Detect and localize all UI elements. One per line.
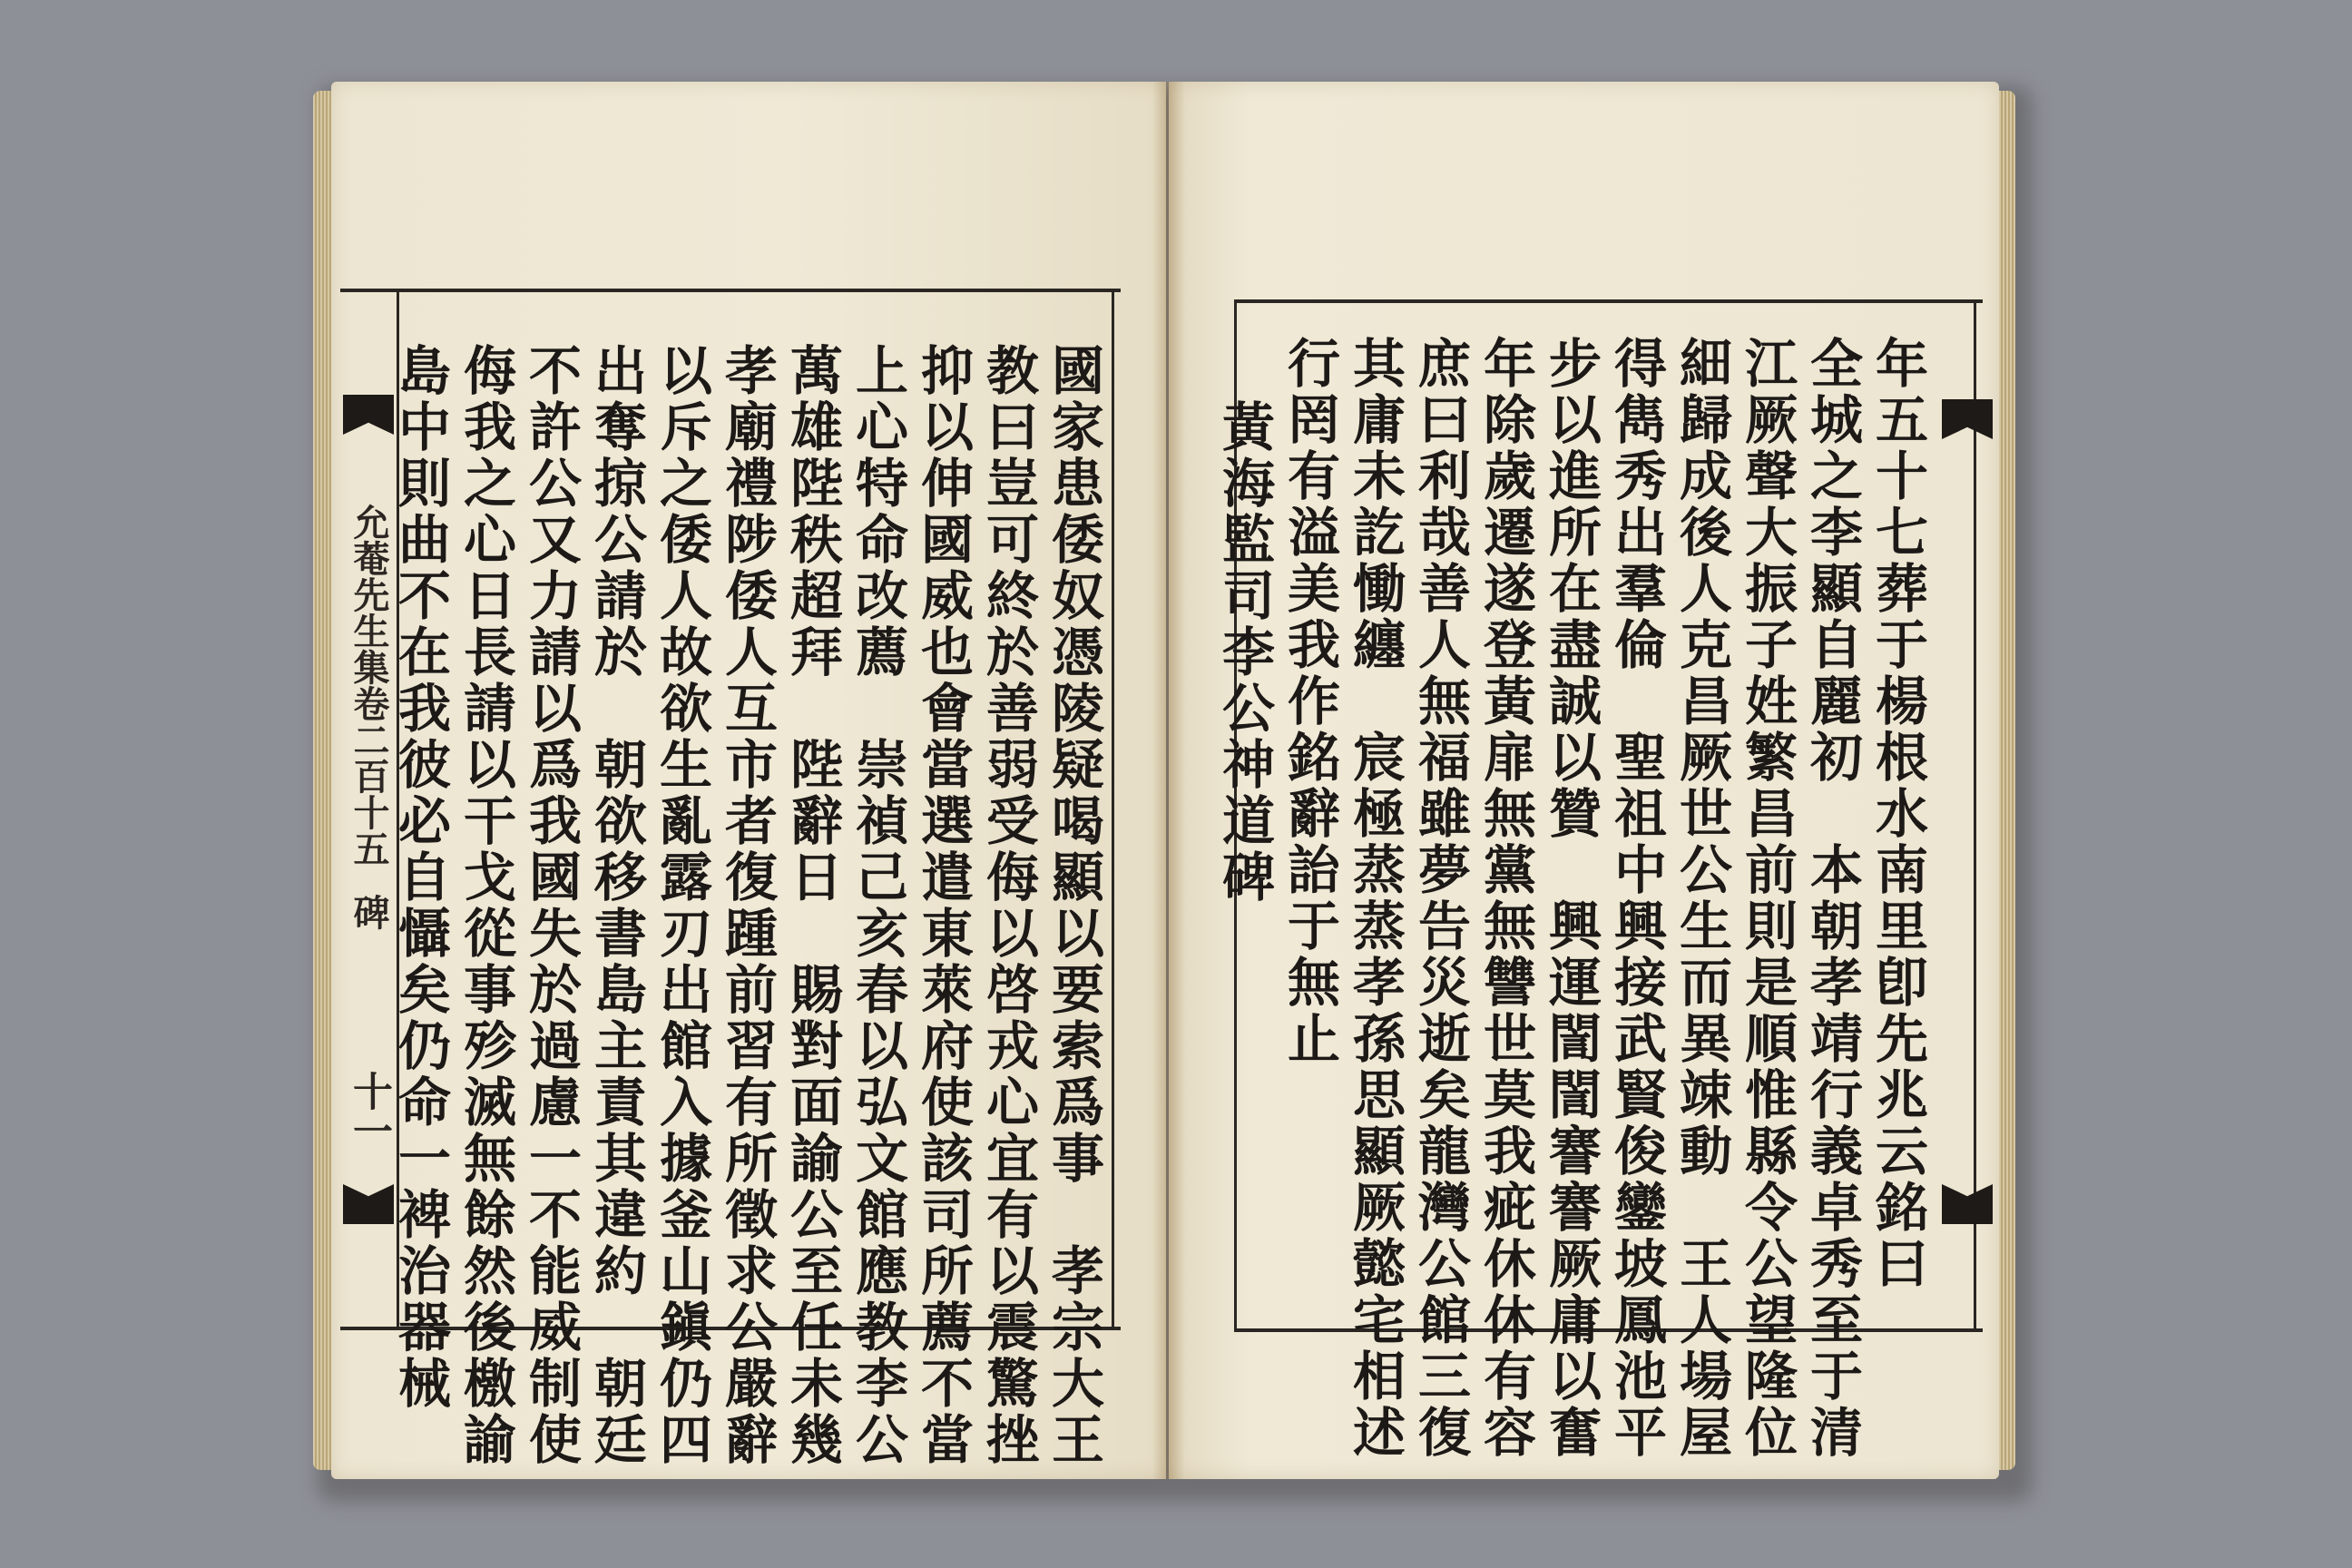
- text-column: 上心特命改薦 崇禎己亥春以弘文館應教李公: [847, 343, 908, 1468]
- text-column: 年五十七葬于楊根水南里卽先兆云銘曰: [1867, 336, 1928, 1292]
- text-column: 抑以伸國威也會當選遣東萊府使該司所薦不當: [912, 343, 974, 1468]
- text-column: 庶曰利哉善人無福雖夢告災逝矣龍灣公館三復: [1409, 336, 1471, 1461]
- text-column: 國家患倭奴憑陵疑喝顯以要索爲事 孝宗大王: [1043, 343, 1104, 1468]
- text-column: 得雋秀出羣倫 聖祖中興接武賢俊鑾坡鳳池平: [1605, 336, 1667, 1461]
- text-column: 侮我之心日長請以干戈從事殄滅無餘然後檄諭: [455, 343, 516, 1468]
- text-column: 不許公又力請以爲我國失於過慮一不能威制使: [520, 343, 582, 1468]
- page-number: 十一: [346, 1071, 392, 1151]
- text-column: 全城之李顯自麗初 本朝孝靖行義卓秀至于清: [1801, 336, 1863, 1461]
- text-column: 孝廟禮陟倭人互市者復踵前習有所徵求公嚴辭: [716, 343, 778, 1468]
- text-column: 島中則曲不在我彼必自懾矣仍命一裨治器械: [389, 343, 451, 1412]
- book-title: 允菴先生集卷二百十五: [348, 504, 390, 867]
- inscription-title: 黃海監司李公神道碑: [1213, 399, 1275, 906]
- text-column: 步以進所在盡誠以贊 興運誾誾謇謇厥庸以奮: [1540, 336, 1602, 1461]
- text-column: 其庸未訖慟纏 宸極蒸蒸孝孫思顯厥懿宅相述: [1344, 336, 1406, 1461]
- text-column: 教曰豈可終於善弱受侮以啓戎心宜有以震驚挫: [977, 343, 1039, 1468]
- book-gutter: [1152, 82, 1185, 1479]
- text-column: 細歸成後人克昌厥世公生而異竦動 王人場屋: [1671, 336, 1732, 1461]
- text-column: 行罔有溢美我作銘辭詒于無止: [1279, 336, 1340, 1067]
- text-column: 萬雄陛秩超拜 陛辭日 賜對面諭公至任未幾: [781, 343, 843, 1468]
- column-rule: [1974, 303, 1976, 1328]
- text-column: 以斥之倭人故欲生亂露刃出館入據釜山鎭仍四: [651, 343, 712, 1468]
- text-column: 年除歲遷遂登黃扉無黨無讐世莫我疵休休有容: [1475, 336, 1536, 1461]
- text-column: 出奪掠公請於 朝欲移書島主責其違約 朝廷: [585, 343, 647, 1468]
- column-rule: [1112, 292, 1114, 1327]
- text-column: 江厥聲大振子姓繁昌前則是順惟縣令公望隆位: [1736, 336, 1798, 1461]
- section-label: 碑: [348, 894, 390, 930]
